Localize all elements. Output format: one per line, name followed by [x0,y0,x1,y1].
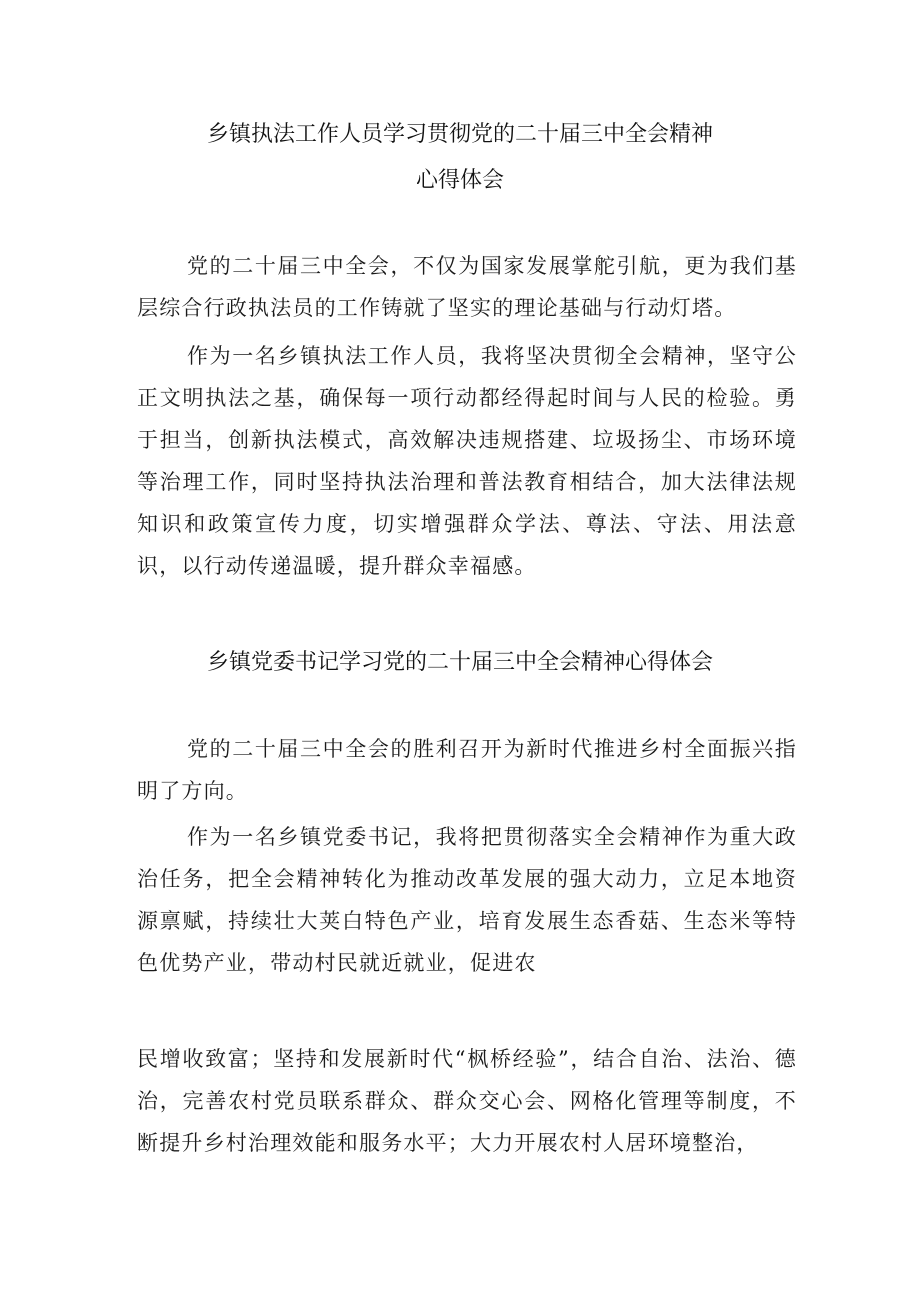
section1-title-line1: 乡镇执法工作人员学习贯彻党的二十届三中全会精神 [206,122,713,147]
section1-paragraph-2: 作为一名乡镇执法工作人员，我将坚决贯彻全会精神，坚守公正文明执法之基，确保每一项行动都经得起时间与人民的检验。勇于担当，创新执法模式，高效解决违规搭建、垃圾扬尘、市场环境等治理工作，同时坚持执法治理和普法教育相结合，加大法律法规知识和政策宣传力度，切实增强群众学法、尊法、守法、用法意识，以行动传递温暖，提升群众幸福感。 [137,344,797,578]
section2-paragraph-2: 作为一名乡镇党委书记，我将把贯彻落实全会精神作为重大政治任务，把全会精神转化为推动改革发展的强大动力，立足本地资源禀赋，持续壮大荚白特色产业，培育发展生态香菇、生态米等特色优势产业，带动村民就近就业，促进农 [137,825,797,975]
section1-title-line2: 心得体会 [415,168,504,193]
section2-paragraph-1: 党的二十届三中全会的胜利召开为新时代推进乡村全面振兴指明了方向。 [137,737,797,803]
section2-title: 乡镇党委书记学习党的二十届三中全会精神心得体会 [206,650,713,675]
section2-paragraph-3: 民增收致富；坚持和发展新时代“枫桥经验”，结合自治、法治、德治，完善农村党员联系群众、群众交心会、网格化管理等制度，不断提升乡村治理效能和服务水平；大力开展农村人居环境整治， [137,1047,797,1155]
section1-paragraph-1: 党的二十届三中全会，不仅为国家发展掌舵引航，更为我们基层综合行政执法员的工作铸就了坚实的理论基础与行动灯塔。 [137,254,797,320]
